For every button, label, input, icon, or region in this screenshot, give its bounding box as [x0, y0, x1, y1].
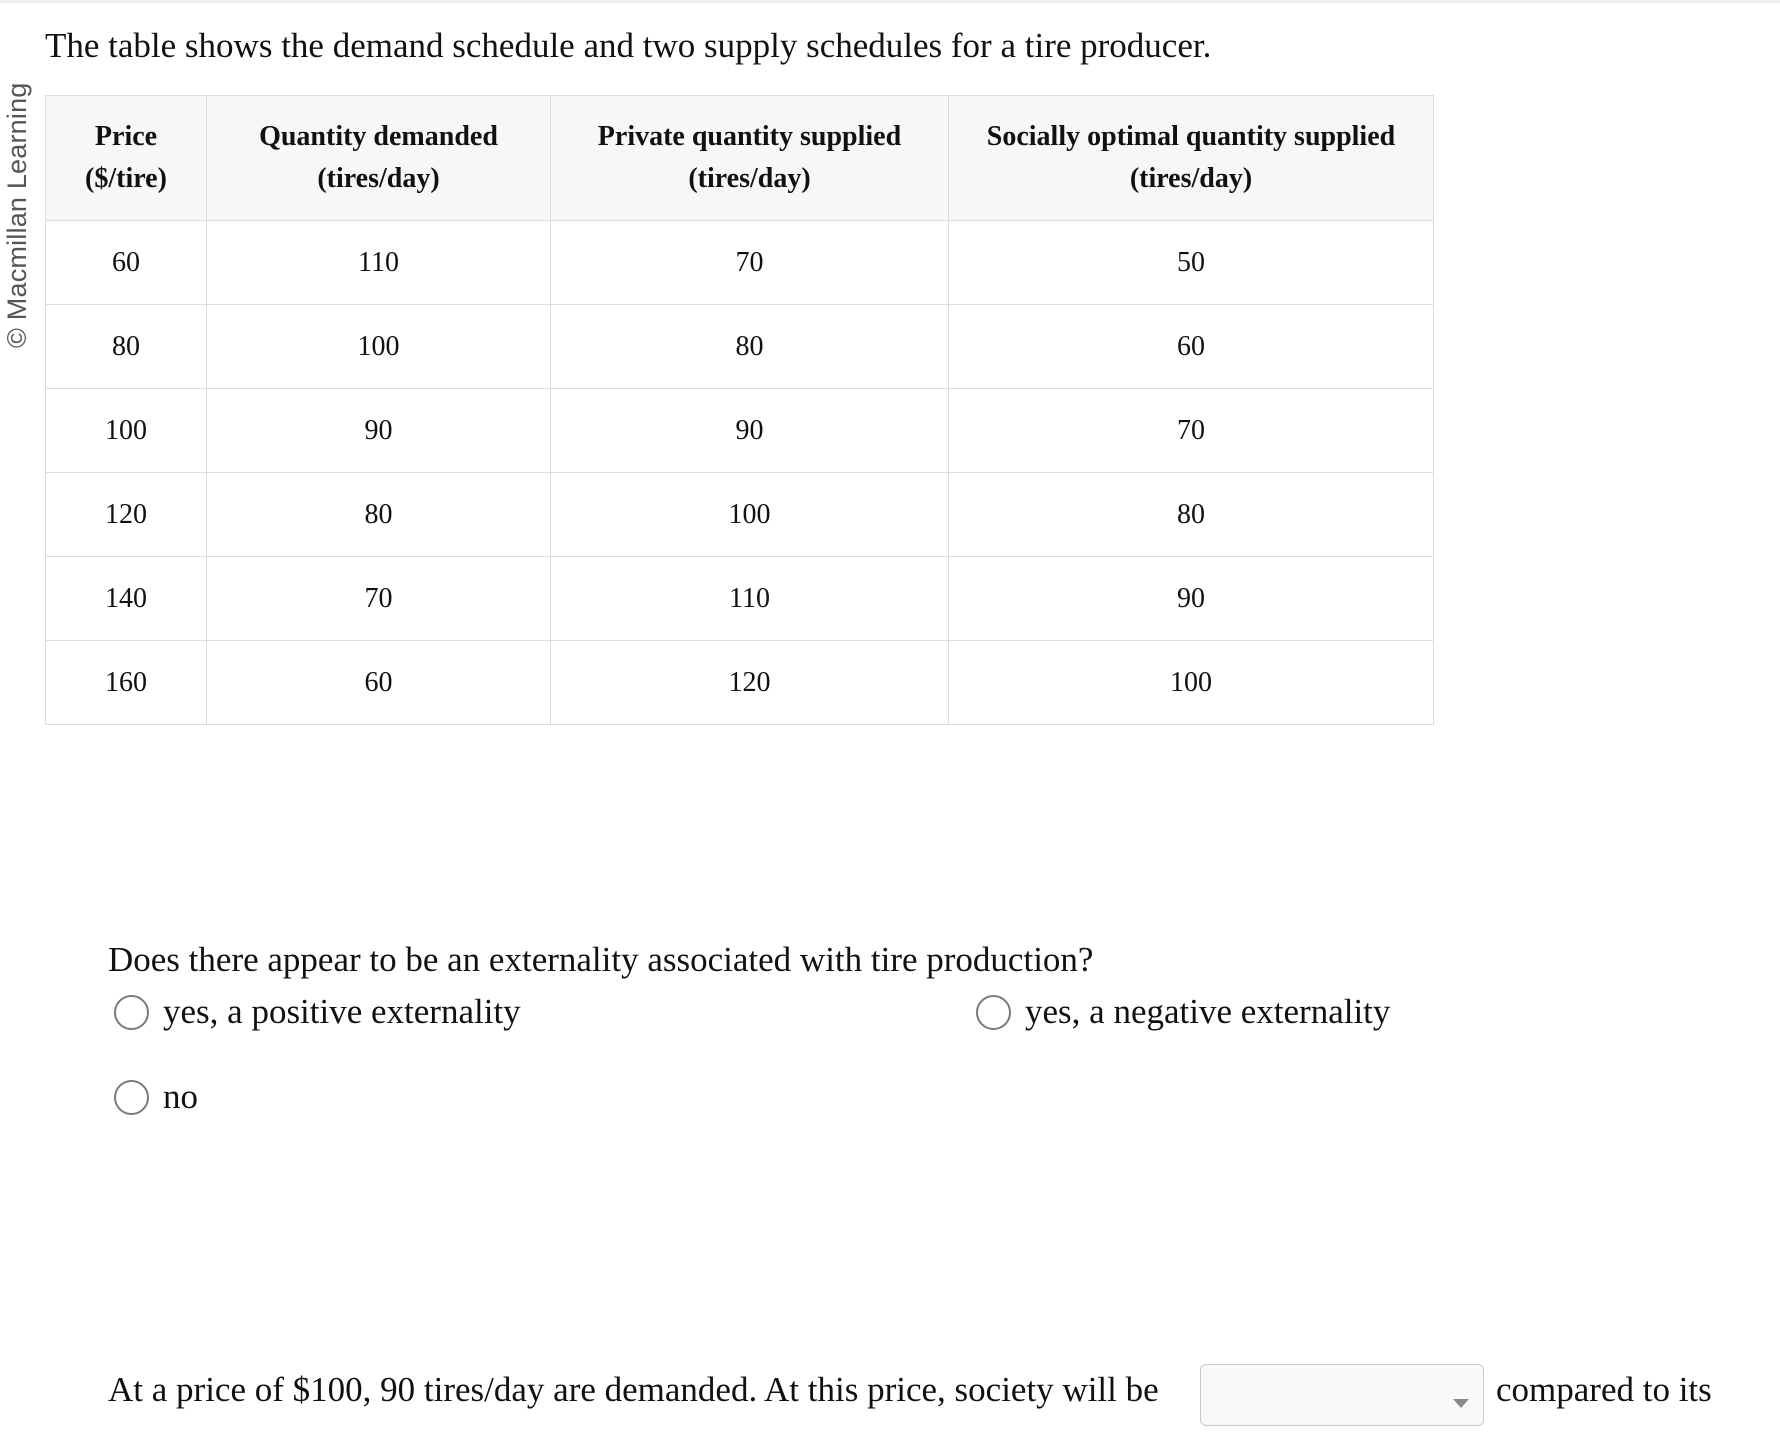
option-label: no: [163, 1077, 198, 1116]
cell-social-supply: 90: [949, 557, 1434, 641]
cell-price: 140: [46, 557, 207, 641]
cell-private-supply: 80: [551, 305, 949, 389]
cell-social-supply: 70: [949, 389, 1434, 473]
header-line: ($/tire): [85, 163, 167, 194]
chevron-down-icon: [1453, 1399, 1469, 1408]
schedule-table: [45, 95, 1434, 725]
cell-price: 100: [46, 389, 207, 473]
society-dropdown[interactable]: [1200, 1364, 1484, 1426]
header-line: Price: [94, 121, 158, 152]
cell-quantity-demanded: 90: [207, 389, 551, 473]
cell-private-supply: 110: [551, 557, 949, 641]
cell-price: 80: [46, 305, 207, 389]
cell-private-supply: 120: [551, 641, 949, 725]
cell-quantity-demanded: 60: [207, 641, 551, 725]
table-header-row: [46, 96, 1434, 221]
cell-quantity-demanded: 100: [207, 305, 551, 389]
cell-social-supply: 50: [949, 221, 1434, 305]
cell-price: 160: [46, 641, 207, 725]
cell-private-supply: 70: [551, 221, 949, 305]
top-divider: [0, 0, 1780, 3]
followup-text: At a price of $100, 90 tires/day are demanded. At this price, society will be: [108, 1370, 1159, 1409]
cell-price: 60: [46, 221, 207, 305]
intro-text: The table shows the demand schedule and two supply schedules for a tire producer.: [45, 26, 1212, 65]
table-row: [46, 557, 1434, 641]
option-label: yes, a negative externality: [1025, 992, 1391, 1031]
table-row: [46, 641, 1434, 725]
followup-text-end: compared to its: [1496, 1370, 1712, 1409]
cell-quantity-demanded: 70: [207, 557, 551, 641]
header-social-supply: [949, 96, 1434, 221]
table-row: [46, 473, 1434, 557]
header-price: [46, 96, 207, 221]
radio-button[interactable]: [114, 995, 149, 1030]
option-label: yes, a positive externality: [163, 992, 521, 1031]
cell-price: 120: [46, 473, 207, 557]
header-line: Socially optimal quantity supplied: [986, 121, 1396, 152]
radio-button[interactable]: [976, 995, 1011, 1030]
header-quantity-demanded: [207, 96, 551, 221]
cell-quantity-demanded: 110: [207, 221, 551, 305]
table-row: [46, 305, 1434, 389]
cell-social-supply: 60: [949, 305, 1434, 389]
cell-quantity-demanded: 80: [207, 473, 551, 557]
table-row: [46, 389, 1434, 473]
header-line: (tires/day): [317, 163, 440, 194]
header-private-supply: [551, 96, 949, 221]
cell-private-supply: 100: [551, 473, 949, 557]
cell-private-supply: 90: [551, 389, 949, 473]
copyright-watermark: © Macmillan Learning: [2, 82, 32, 348]
cell-social-supply: 80: [949, 473, 1434, 557]
option-negative-externality[interactable]: [976, 992, 1390, 1032]
option-positive-externality[interactable]: [114, 992, 521, 1032]
header-line: (tires/day): [688, 163, 811, 194]
externality-question: Does there appear to be an externality associated with tire production?: [108, 940, 1094, 979]
header-line: (tires/day): [1129, 163, 1253, 194]
table-row: [46, 221, 1434, 305]
option-no[interactable]: [114, 1077, 198, 1117]
header-line: Private quantity supplied: [597, 121, 902, 152]
radio-button[interactable]: [114, 1080, 149, 1115]
header-line: Quantity demanded: [259, 121, 498, 152]
cell-social-supply: 100: [949, 641, 1434, 725]
